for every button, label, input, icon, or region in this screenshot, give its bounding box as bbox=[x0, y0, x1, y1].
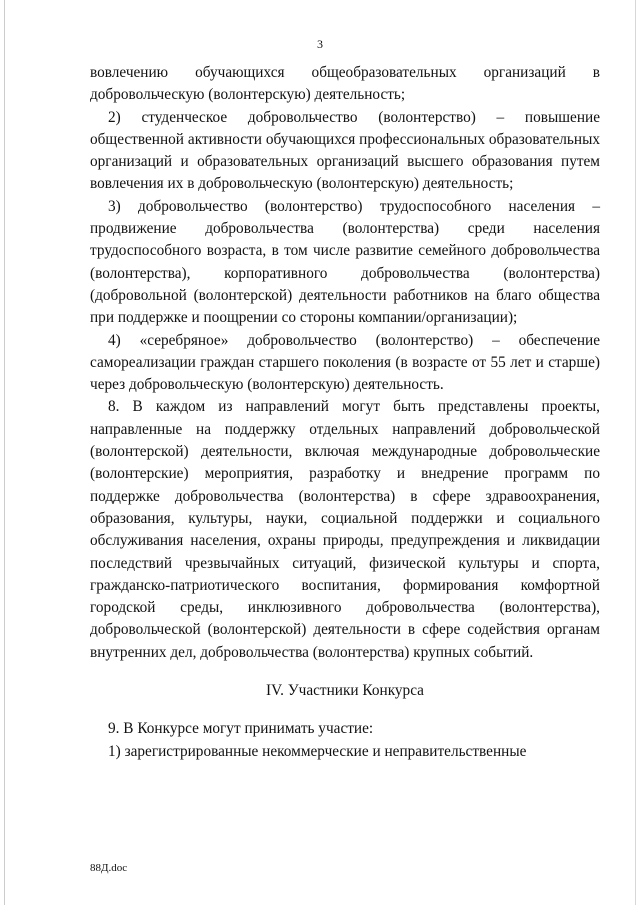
section-heading: IV. Участники Конкурса bbox=[266, 682, 424, 700]
page-number: 3 bbox=[317, 37, 323, 51]
document-body bbox=[90, 62, 600, 763]
paragraph-item-8: 8. В каждом из направлений могут быть представлены проекты, направленные на поддержку отдельных направлений добровольческой (волонтерской) деятельности, включая международные добровольческие (волонтерские) мероприятия, разработку и внедрение программ по поддержке добровольчества (волонтерства) в сфере здравоохранения, образования, культуры, науки, социальной поддержки и социального обслуживания населения, охраны природы, предупреждения и ликвидации последствий чрезвычайных ситуаций, физической культуры и спорта, гражданско-патриотического воспитания, формирования комфортной городской среды, инклюзивного добровольчества (волонтерства), добровольческой (волонтерской) деятельности в сфере содействия органам внутренних дел, добровольчества (волонтерства) крупных событий. bbox=[90, 398, 600, 661]
paragraph-continuation: вовлечению обучающихся общеобразовательных организаций в добровольческую (волонтерскую) деятельность; bbox=[90, 64, 600, 104]
scan-edge-right bbox=[635, 0, 636, 905]
paragraph-silver-volunteering: 4) «серебряное» добровольчество (волонтерство) – обеспечение самореализации граждан старшего поколения (в возрасте от 55 лет и старше) через добровольческую (волонтерскую) деятельность. bbox=[90, 331, 600, 394]
scan-edge-left bbox=[4, 0, 5, 905]
paragraph-student-volunteering: 2) студенческое добровольчество (волонтерство) – повышение общественной активности обучающихся профессиональных образовательных организаций и образовательных организаций высшего образования путем вовлечения их в добровольческую (волонтерскую) деятельность; bbox=[90, 108, 600, 193]
paragraph-item-9: 9. В Конкурсе могут принимать участие: bbox=[108, 720, 374, 738]
file-name-footer: 88Д.doc bbox=[90, 862, 128, 874]
paragraph-working-age-volunteering: 3) добровольчество (волонтерство) трудоспособного населения – продвижение добровольчества (волонтерства) среди населения трудоспособного возраста, в том числе развитие семейного добровольчества (волонтерства), корпоративного добровольчества (волонтерства) (добровольной (волонтерской) деятельности работников на благо общества при поддержке и поощрении со стороны компании/организации); bbox=[90, 197, 600, 327]
paragraph-item-9-1: 1) зарегистрированные некоммерческие и неправительственные bbox=[108, 742, 527, 760]
